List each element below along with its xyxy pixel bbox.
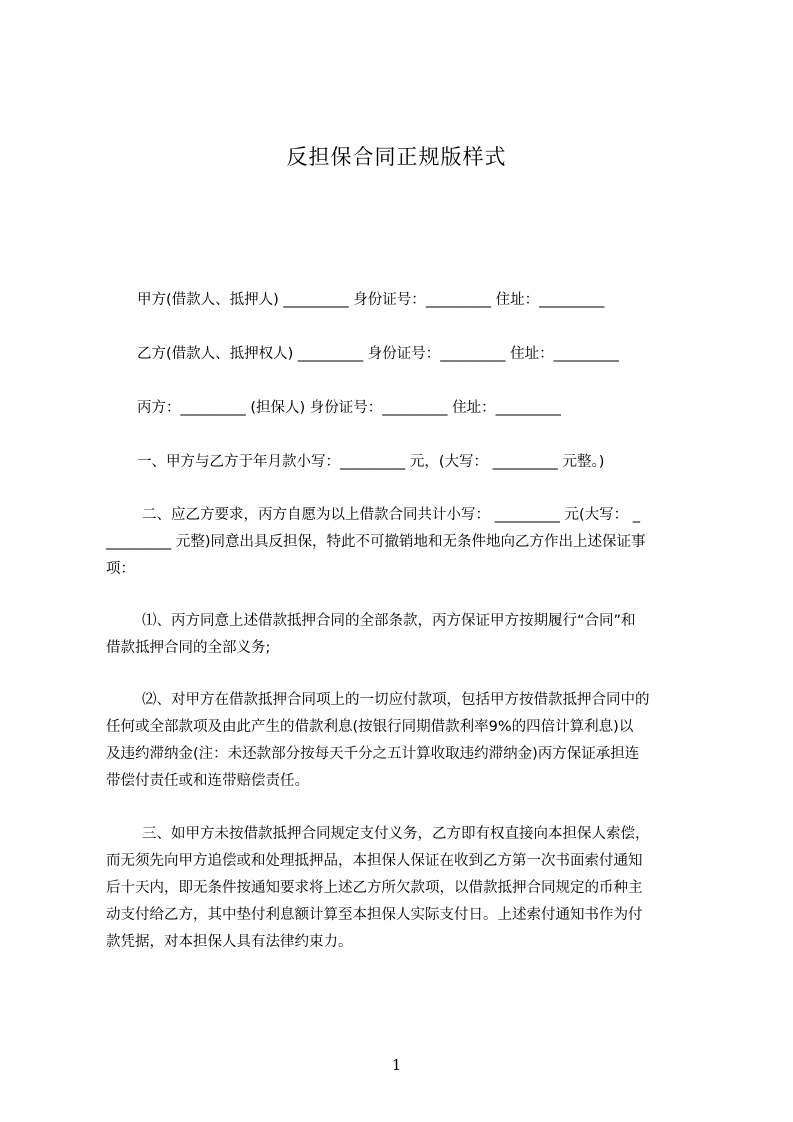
- clause-2-line-3: 项：: [106, 561, 135, 577]
- clause-3-line-4: 动支付给乙方，其中垫付利息额计算至本担保人实际支付日。上述索付通知书作为付: [106, 907, 643, 923]
- party-a-line: 甲方(借款人、抵押人) _________ 身份证号：_________ 住址：_________: [137, 292, 605, 308]
- clause-2-2-line-1: ⑵、对甲方在借款抵押合同项上的一切应付款项，包括甲方按借款抵押合同中的: [142, 692, 650, 708]
- document-title: 反担保合同正规版样式: [286, 145, 507, 169]
- clause-3-line-1: 三、如甲方未按借款抵押合同规定支付义务，乙方即有权直接向本担保人索偿，: [142, 826, 650, 842]
- clause-3-line-2: 而无须先向甲方追偿或和处理抵押品，本担保人保证在收到乙方第一次书面索付通知: [106, 853, 643, 869]
- clause-3-line-3: 后十天内，即无条件按通知要求将上述乙方所欠款项，以借款抵押合同规定的币种主: [106, 880, 643, 896]
- clause-2-2-line-2: 任何或全部款项及由此产生的借款利息(按银行同期借款利率9%的四倍计算利息)以: [106, 719, 634, 735]
- clause-2-line-2: _________ 元整)同意出具反担保，特此不可撤销地和无条件地向乙方作出上述保证事: [106, 534, 646, 550]
- page-number: 1: [391, 1056, 402, 1074]
- clause-2-2-line-4: 带偿付责任或和连带赔偿责任。: [106, 773, 309, 789]
- clause-2-line-1: 二、应乙方要求，丙方自愿为以上借款合同共计小写： _________ 元(大写： _: [142, 507, 640, 523]
- party-c-line: 丙方：_________ (担保人) 身份证号：_________ 住址：_________: [137, 400, 561, 416]
- clause-3-line-5: 款凭据，对本担保人具有法律约束力。: [106, 934, 353, 950]
- clause-2-1-line-2: 借款抵押合同的全部义务;: [106, 640, 271, 656]
- party-b-line: 乙方(借款人、抵押权人) _________ 身份证号：_________ 住址：_________: [137, 346, 619, 362]
- clause-2-2-line-3: 及违约滞纳金(注：未还款部分按每天千分之五计算收取违约滞纳金)丙方保证承担连: [106, 746, 640, 762]
- clause-2-1-line-1: ⑴、丙方同意上述借款抵押合同的全部条款，丙方保证甲方按期履行“合同”和: [142, 613, 636, 629]
- clause-1: 一、甲方与乙方于年月款小写：_________ 元，(大写： _________ 元整。): [137, 454, 605, 470]
